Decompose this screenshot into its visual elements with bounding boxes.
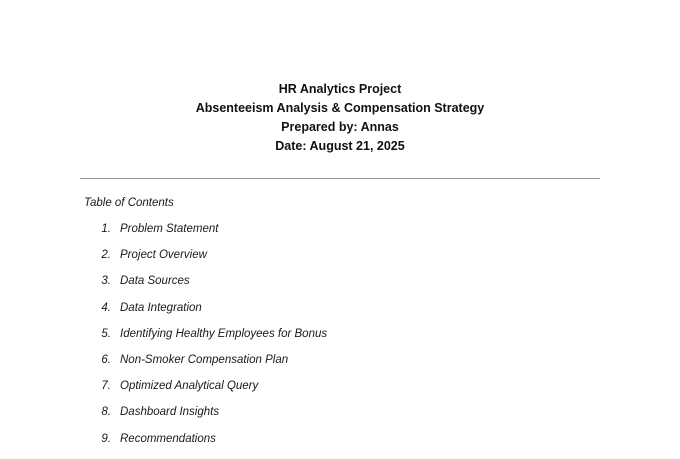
horizontal-divider <box>80 178 600 179</box>
document-subtitle: Absenteeism Analysis & Compensation Strategy <box>195 101 485 115</box>
toc-item[interactable] <box>84 247 584 273</box>
toc-item[interactable] <box>84 300 584 326</box>
toc-item-label: Non-Smoker Compensation Plan <box>120 353 289 366</box>
toc-item[interactable] <box>84 352 584 378</box>
toc-item-label: Identifying Healthy Employees for Bonus <box>120 327 328 340</box>
toc-item-label: Problem Statement <box>120 223 219 235</box>
project-title: HR Analytics Project <box>278 82 402 96</box>
toc-item[interactable] <box>84 221 584 247</box>
toc-item-label: Dashboard Insights <box>120 406 220 419</box>
toc-item-label: Data Sources <box>120 275 190 288</box>
toc-item[interactable] <box>84 431 584 457</box>
toc-heading: Table of Contents <box>84 197 174 209</box>
toc-item-label: Project Overview <box>120 249 207 262</box>
toc-list <box>84 221 584 457</box>
toc-item[interactable] <box>84 404 584 430</box>
toc-item-number: 2. <box>101 249 111 262</box>
toc-item-number: 6. <box>101 353 111 366</box>
toc-item-number: 7. <box>101 380 111 393</box>
toc-item-number: 3. <box>101 275 111 288</box>
toc-item-number: 8. <box>101 406 111 419</box>
toc-item-number: 5. <box>101 327 111 340</box>
toc-item-number: 9. <box>101 432 111 445</box>
title-block <box>0 80 680 156</box>
date-line: Date: August 21, 2025 <box>275 139 405 153</box>
toc-item[interactable] <box>84 326 584 352</box>
toc-item-number: 1. <box>101 223 111 235</box>
toc-item-label: Recommendations <box>120 432 216 445</box>
toc-item[interactable] <box>84 378 584 404</box>
toc-item-label: Optimized Analytical Query <box>120 380 259 393</box>
toc-item-number: 4. <box>101 301 111 314</box>
toc-item[interactable] <box>84 273 584 299</box>
toc-item-label: Data Integration <box>120 301 202 314</box>
author-line: Prepared by: Annas <box>281 120 399 134</box>
